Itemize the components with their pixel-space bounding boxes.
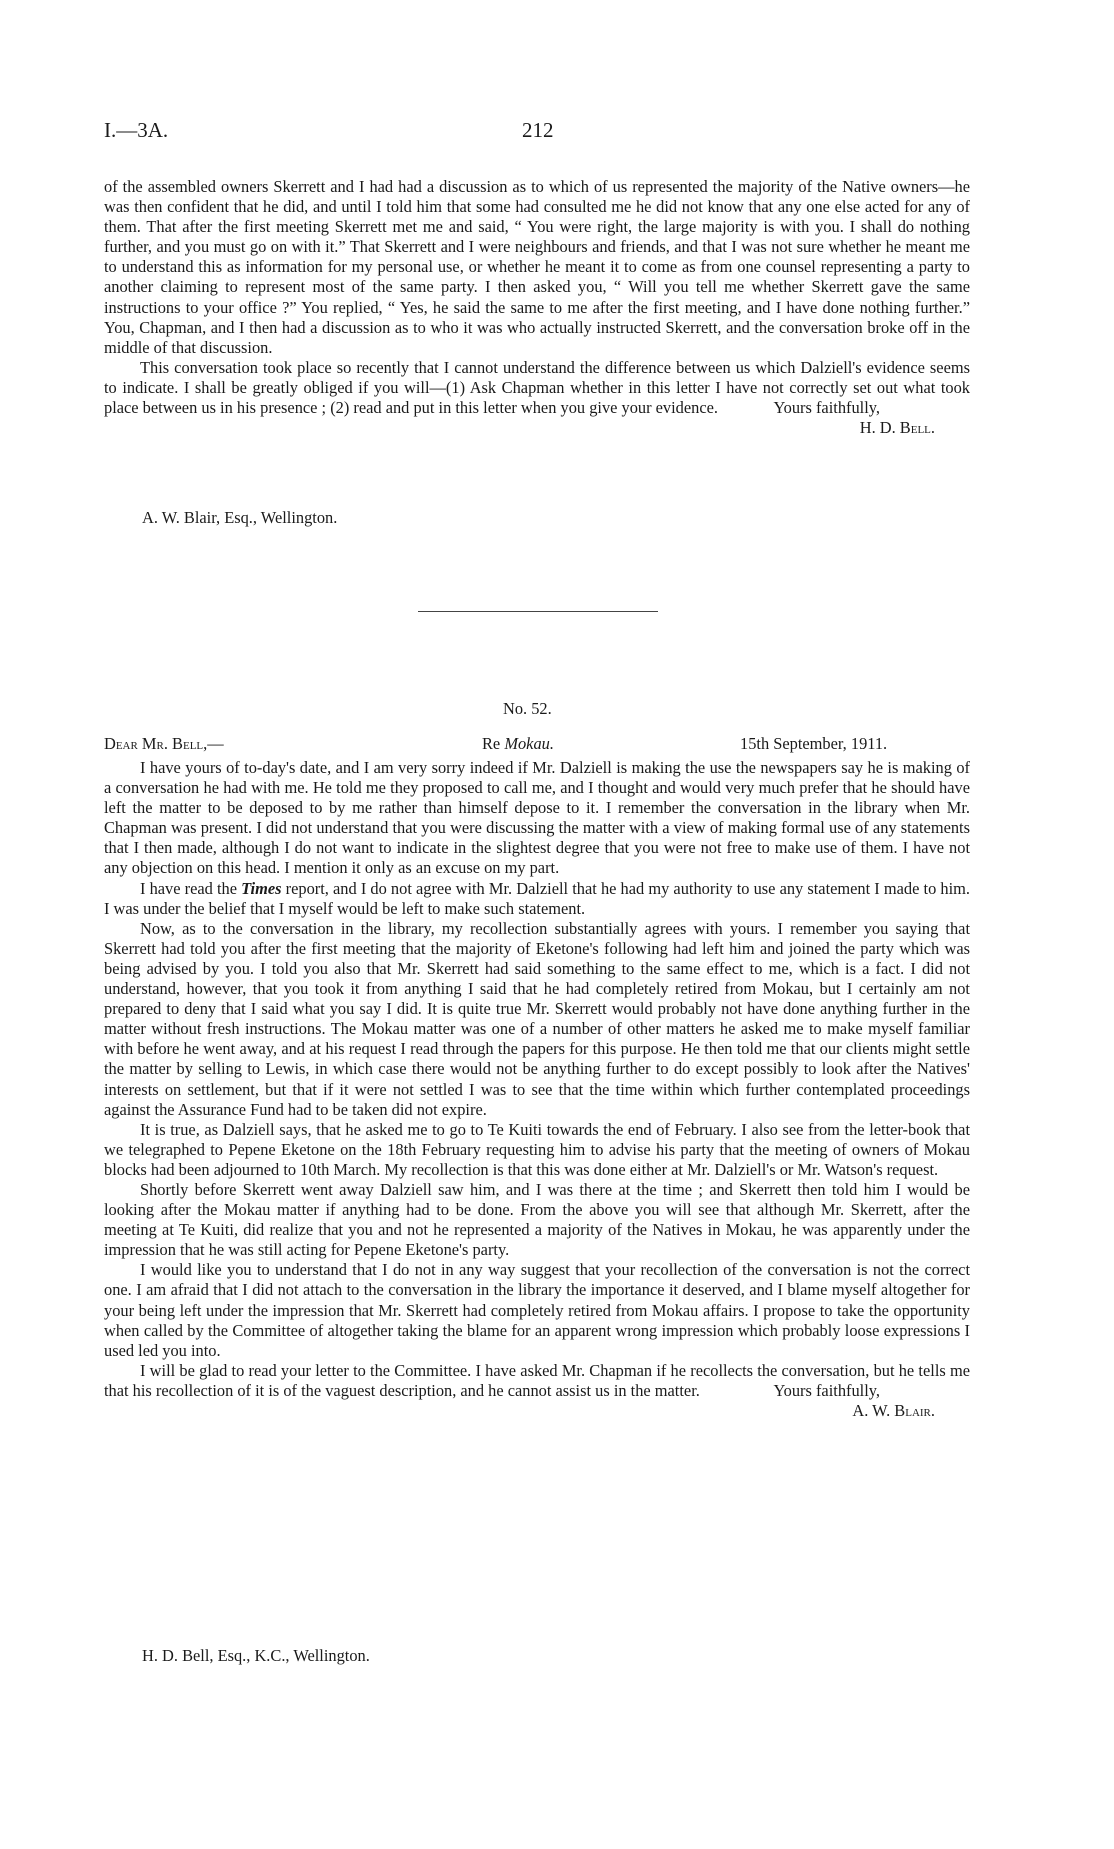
letter-2-paragraph: It is true, as Dalziell says, that he asked me to go to Te Kuiti towards the end of February. I also see from the letter-book that we telegraphed to Pepene Eketone on the 18th February requesting him to advise his party that the meeting of owners of Mokau blocks had been adjourned to 10th March. My recollection is that this was done either at Mr. Dalziell's or Mr. Watson's request. bbox=[104, 1119, 970, 1179]
letter-1-body bbox=[104, 177, 970, 438]
letter-2-closing-line bbox=[104, 1381, 970, 1401]
letter-2-re bbox=[482, 734, 554, 754]
page-header bbox=[104, 118, 974, 148]
letter-2-paragraph-times bbox=[104, 879, 970, 919]
letter-1-paragraph: of the assembled owners Skerrett and I had had a discussion as to which of us represented the majority of the Native owners—he was then confident that he did, and until I told him that some had consulted me he did not know that any one else acted for any of them. That after the first meeting Skerrett met me and said, “ You were right, the large majority is with you. I shall do nothing further, and you must go on with it.” That Skerrett and I were neighbours and friends, and that I was not sure whether he meant me to understand this as information for my personal use, or whether he meant it to come as from one counsel representing a party to another claiming to represent most of the same party. I then asked you, “ Will you tell me whether Skerrett gave the same instructions to your office ?” You replied, “ Yes, he said the same to me after the first meeting, and I have done nothing further.” You, Chapman, and I then had a discussion as to who it was who actually instructed Skerrett, and the conversation broke off in the middle of that discussion. bbox=[104, 177, 970, 357]
letter-2-paragraph: I have yours of to-day's date, and I am very sorry indeed if Mr. Dalziell is making the use the newspapers say he is making of a conversation he had with me. He told me they proposed to call me, and I thought and would very much prefer that he should have left the matter to be deposed to by me rather than himself depose to it. I remember the conversation in the library when Mr. Chapman was present. I did not understand that you were discussing the matter with a view of making formal use of any statements that I then made, although I do not want to indicate in the slightest degree that you were not free to make use of them. I have not any objection on this head. I mention it only as an excuse on my part. bbox=[104, 758, 970, 878]
letter-2-number: No. 52. bbox=[503, 699, 552, 718]
letter-1-closing: Yours faithfully, bbox=[773, 398, 880, 418]
letter-2-paragraph: I will be glad to read your letter to the Committee. I have asked Mr. Chapman if he recollects the conversation, but he tells me that his recollection of it is of the vaguest description, and he cannot assist us in the matter. bbox=[104, 1360, 970, 1400]
letter-2-re-prefix: Re bbox=[482, 734, 501, 753]
letter-2-heading bbox=[104, 734, 970, 756]
page-number: 212 bbox=[522, 118, 554, 142]
letter-1-paragraph: This conversation took place so recently that I cannot understand the difference between us which Dalziell's evidence seems to indicate. I shall be greatly obliged if you will—(1) Ask Chapman whether in this letter I have not correctly set out what took place between us in his presence ; (2) read and put in this letter when you give your evidence. bbox=[104, 357, 970, 418]
letter-1-closing-line bbox=[104, 398, 970, 418]
letter-2-date: 15th September, 1911. bbox=[740, 734, 888, 753]
letter-2-paragraph: Now, as to the conversation in the library, my recollection substantially agrees with yours. I remember you saying that Skerrett had told you after the first meeting that the majority of Eketone's following had left him and joined the party which was being advised by you. I told you also that Mr. Skerrett had said something to the same effect to me, which is a fact. I did not understand, however, that you took it from anything I said that he had completely retired from Mokau, but I certainly am not prepared to deny that I said what you say I did. It is quite true Mr. Skerrett would probably not have done anything further in the matter without fresh instructions. The Mokau matter was one of a number of other matters he asked me to make myself familiar with before he went away, and at his request I read through the papers for this purpose. He then told me that our clients might settle the matter by selling to Lewis, in which case there would not be anything further to do except possibly to look after the Natives' interests on settlement, but that if it were not settled I was to see that the time within which further contemplated proceedings against the Assurance Fund had to be taken did not expire. bbox=[104, 918, 970, 1119]
letter-2-signer: A. W. Blair. bbox=[852, 1401, 935, 1420]
section-divider bbox=[418, 611, 658, 612]
letter-2-re-subject: Mokau. bbox=[504, 734, 554, 753]
letter-2-closing: Yours faithfully, bbox=[773, 1381, 880, 1400]
letter-2-paragraph: Shortly before Skerrett went away Dalziell saw him, and I was there at the time ; and Skerrett then told him I would be looking after the Mokau matter if anything had to be done. From the above you will see that although Mr. Skerrett, after the meeting at Te Kuiti, did realize that you and not he represented a majority of the Natives in Mokau, he was apparently under the impression that he was still acting for Pepene Eketone's party. bbox=[104, 1179, 970, 1260]
letter-2-addressee: H. D. Bell, Esq., K.C., Wellington. bbox=[142, 1646, 370, 1665]
document-reference: I.—3A. bbox=[104, 118, 169, 142]
letter-2-body bbox=[104, 758, 970, 1421]
letter-2-paragraph: I would like you to understand that I do not in any way suggest that your recollection of the conversation is not the correct one. I am afraid that I did not attach to the conversation in the library the importance it deserved, and I blame myself altogether for your being left under the impression that Mr. Skerrett had completely retired from Mokau affairs. I propose to take the opportunity when called by the Committee of altogether taking the blame for an apparent wrong impression which probably loose expressions I used led you into. bbox=[104, 1260, 970, 1360]
letter-1-addressee: A. W. Blair, Esq., Wellington. bbox=[142, 508, 338, 527]
letter-1-signer: H. D. Bell. bbox=[859, 418, 935, 438]
times-rest: report, and I do not agree with Mr. Dalziell that he had my authority to use any statement I made to him. I was under the belief that I myself would be left to make such statement. bbox=[104, 878, 970, 918]
times-prefix: I have read the bbox=[140, 878, 238, 898]
letter-2-salutation: Dear Mr. Bell,— bbox=[104, 734, 224, 753]
times-newspaper-name: Times bbox=[241, 878, 282, 898]
